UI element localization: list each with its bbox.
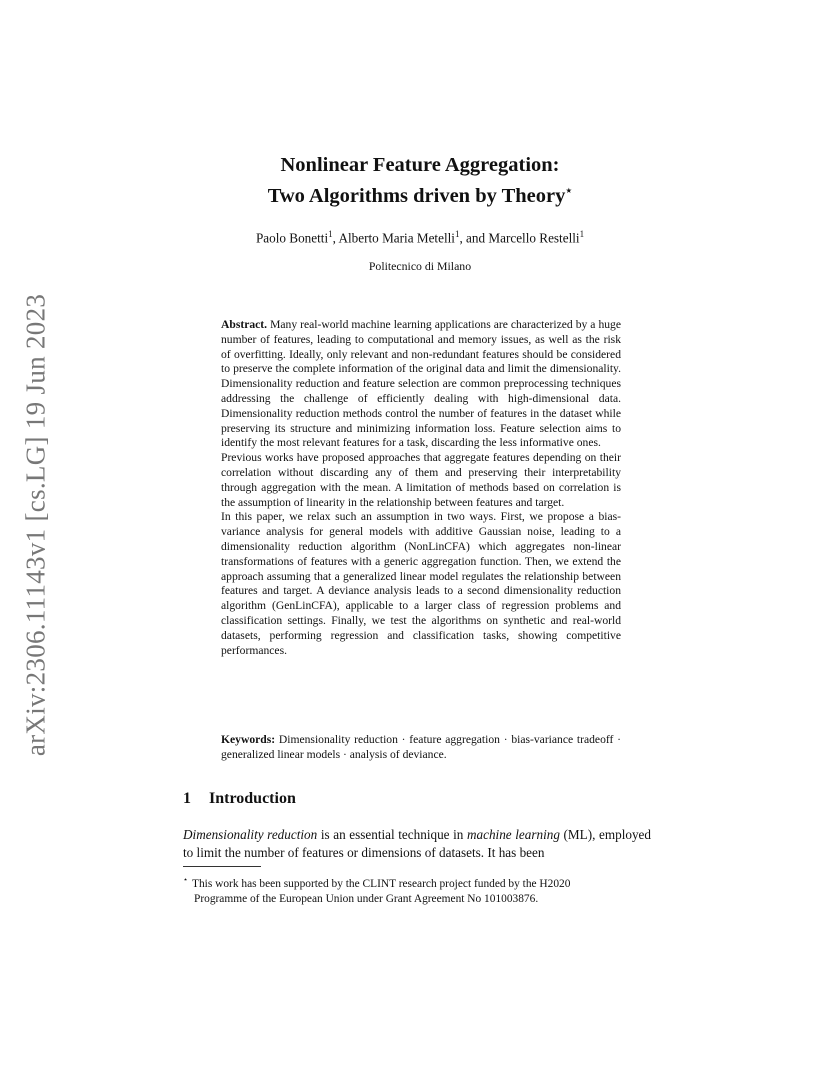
author-list (170, 229, 670, 246)
keywords-text: Dimensionality reduction · feature aggregation · bias-variance tradeoff · generalized linear models · analysis of deviance. (221, 733, 621, 761)
intro-text-2: (ML), employed to limit the number of features or dimensions of datasets. It has been (183, 827, 651, 860)
author-name: Paolo Bonetti (255, 230, 329, 246)
abstract-label: Abstract. (221, 318, 268, 331)
abstract-paragraph-1-text: Many real-world machine learning applications are characterized by a huge number of features, leading to computational and memory issues, as well as the risk of overfitting. Ideally, only relevant and non-redundant features should be considered to preserve the complete information of the original data and limit the dimensionality. Dimensionality reduction and feature selection are common preprocessing techniques addressing the challenge of efficiently dealing with high-dimensional data. Dimensionality reduction methods control the number of features in the dataset while preserving its structure and minimizing information loss. Feature selection aims to identify the most relevant features for a task, discarding the less informative ones. (221, 318, 621, 450)
footnote-line-2: Programme of the European Union under Grant Agreement No 101003876. (194, 892, 539, 905)
author-affiliation-mark: 1 (328, 229, 333, 239)
paper-title-line-1: Nonlinear Feature Aggregation: (280, 154, 560, 176)
abstract-paragraph-1 (221, 318, 621, 451)
footnote (183, 872, 643, 907)
arxiv-identifier-text: arXiv:2306.11143v1 [cs.LG] 19 Jun 2023 (20, 293, 51, 757)
section-heading (183, 790, 296, 808)
keywords (221, 733, 621, 763)
section-title: Introduction (209, 790, 296, 807)
intro-text-1: is an essential technique in (317, 827, 467, 842)
abstract-paragraph-2: Previous works have proposed approaches that aggregate features depending on their correlation without discarding any of them and preserving their interpretability through aggregation with the mean. A limitation of methods based on correlation is the assumption of linearity in the relationship between features and target. (221, 451, 621, 509)
paper-title-line-2 (170, 178, 670, 210)
affiliation: Politecnico di Milano (368, 259, 472, 273)
section-number: 1 (183, 790, 191, 807)
intro-paragraph (183, 826, 651, 862)
keywords-label: Keywords: (221, 733, 276, 746)
footnote-star: ⋆ (183, 875, 189, 884)
footnote-line-1: This work has been supported by the CLINT research project funded by the H2020 (192, 877, 571, 890)
intro-term-machine-learning: machine learning (466, 827, 560, 842)
abstract-paragraph-3: In this paper, we relax such an assumption in two ways. First, we propose a bias-variance analysis for general models with additive Gaussian noise, leading to a dimensionality reduction algorithm (NonLinCFA) which aggregates non-linear transformations of features with a generic aggregation function. Then, we extend the approach assuming that a generalized linear model regulates the relationship between features and target. A deviance analysis leads to a second dimensionality reduction algorithm (GenLinCFA), applicable to a larger class of regression problems and classification settings. Finally, we test the algorithms on synthetic and real-world datasets, performing regression and classification tasks, showing competitive performances. (221, 510, 621, 657)
author-affiliation-mark: 1 (579, 229, 585, 239)
paper-title-line-2-text: Two Algorithms driven by Theory (267, 184, 566, 207)
author-affiliation-mark: 1 (454, 229, 460, 239)
author-separator: , and (459, 230, 489, 246)
title-footnote-star: ⋆ (565, 185, 573, 197)
footnote-rule (183, 866, 261, 867)
abstract (221, 318, 621, 658)
intro-term-dimensionality-reduction: Dimensionality reduction (183, 827, 318, 842)
author-name: Alberto Maria Metelli (338, 230, 455, 246)
author-name: Marcello Restelli (488, 230, 580, 246)
author-separator: , (332, 230, 339, 246)
arxiv-identifier-stamp (18, 290, 54, 760)
